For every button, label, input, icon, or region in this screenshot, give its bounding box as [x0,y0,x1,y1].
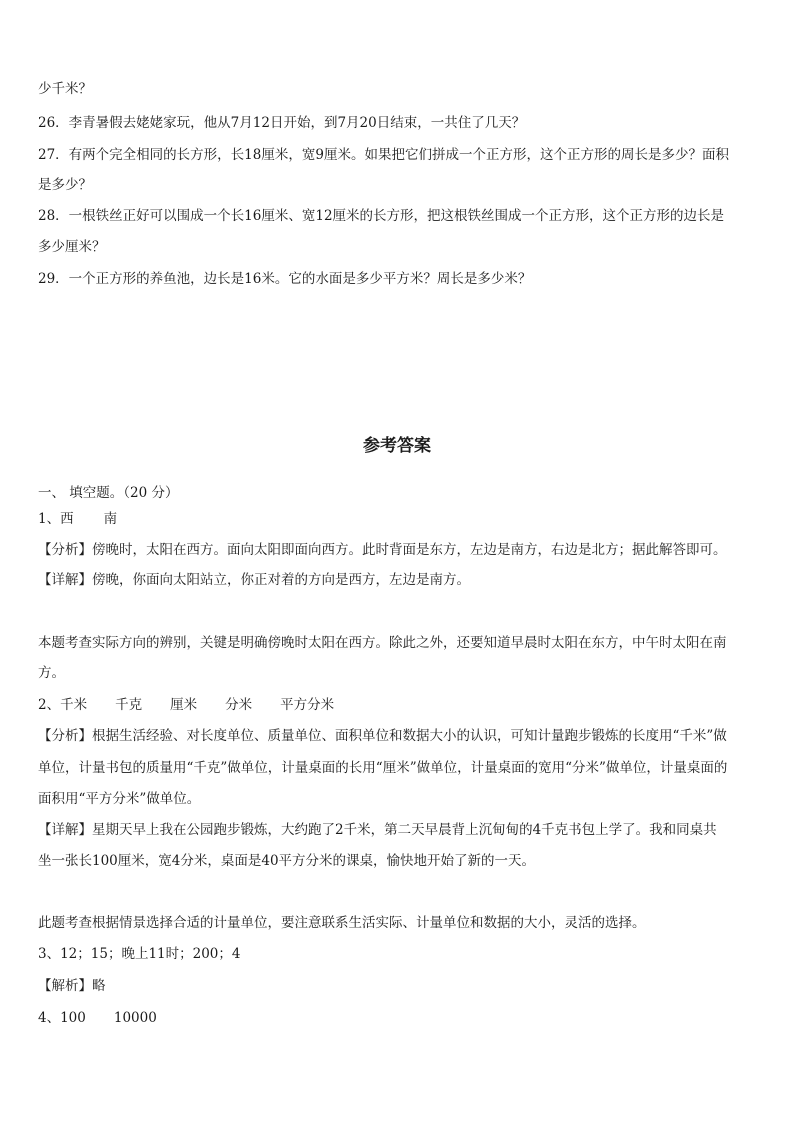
answer-4-values [38,1009,157,1027]
answers-title: 参考答案 [363,436,431,456]
answer-value: 10000 [113,1010,157,1026]
answer-number: 2、 [38,697,61,713]
answer-value: 千米 [60,697,88,713]
question-27-line2: 是多少？ [38,177,92,193]
question-29: 29．一个正方形的养鱼池，边长是16米。它的水面是多少平方米？周长是多少米？ [38,271,532,287]
answer-1-analysis: 【分析】傍晚时，太阳在西方。面向太阳即面向西方。此时背面是东方，左边是南方，右边是北方；据此解答即可。 [38,542,727,558]
answer-value: 平方分米 [280,697,335,713]
answer-value: 西 [60,511,74,527]
section-fill-blank-heading: 一、 填空题。（20 分） [38,485,179,501]
answer-value: 分米 [225,697,253,713]
answer-number: 4、 [38,1010,61,1026]
answer-1-detail: 【详解】傍晚，你面向太阳站立，你正对着的方向是西方，左边是南方。 [38,572,470,588]
answer-1-comment-line2: 方。 [38,665,65,681]
answer-3-analysis: 【解析】略 [38,978,106,994]
answer-2-analysis-line1: 【分析】根据生活经验、对长度单位、质量单位、面积单位和数据大小的认识，可知计量跑步锻炼的长度用“千米”做 [38,728,727,744]
answer-2-detail-line1: 【详解】星期天早上我在公园跑步锻炼，大约跑了2千米，第二天早晨背上沉甸甸的4千克书包上学了。我和同桌共 [38,822,717,838]
answer-2-analysis-line3: 面积用“平方分米”做单位。 [38,791,201,807]
answer-value: 南 [103,511,118,527]
question-28-line2: 多少厘米？ [38,239,106,255]
question-28-line1: 28．一根铁丝正好可以围成一个长16厘米、宽12厘米的长方形，把这根铁丝围成一个正方形，这个正方形的边长是 [38,208,725,224]
answer-value: 厘米 [170,697,198,713]
answer-2-detail-line2: 坐一张长100厘米，宽4分米，桌面是40平方分米的课桌，愉快地开始了新的一天。 [38,853,536,869]
answer-2-values [38,696,334,714]
answer-2-comment: 此题考查根据情景选择合适的计量单位，要注意联系生活实际、计量单位和数据的大小，灵活的选择。 [38,915,646,931]
answer-1-comment-line1: 本题考查实际方向的辨别，关键是明确傍晚时太阳在西方。除此之外，还要知道早晨时太阳在东方，中午时太阳在南 [38,635,727,651]
answer-2-analysis-line2: 单位，计量书包的质量用“千克”做单位，计量桌面的长用“厘米”做单位，计量桌面的宽用“分米”做单位，计量桌面的 [38,760,728,776]
answer-1-values [38,510,117,528]
answer-value: 千克 [115,697,143,713]
question-27-line1: 27．有两个完全相同的长方形，长18厘米，宽9厘米。如果把它们拼成一个正方形，这个正方形的周长是多少？面积 [38,147,729,163]
answer-number: 1、 [38,511,61,527]
answer-3-values: 3、12；15；晚上11时；200；4 [38,946,241,962]
question-26: 26．李青暑假去姥姥家玩，他从7月12日开始，到7月20日结束，一共住了几天？ [38,115,526,131]
answer-value: 100 [60,1010,86,1026]
question-25-tail: 少千米？ [38,81,92,97]
